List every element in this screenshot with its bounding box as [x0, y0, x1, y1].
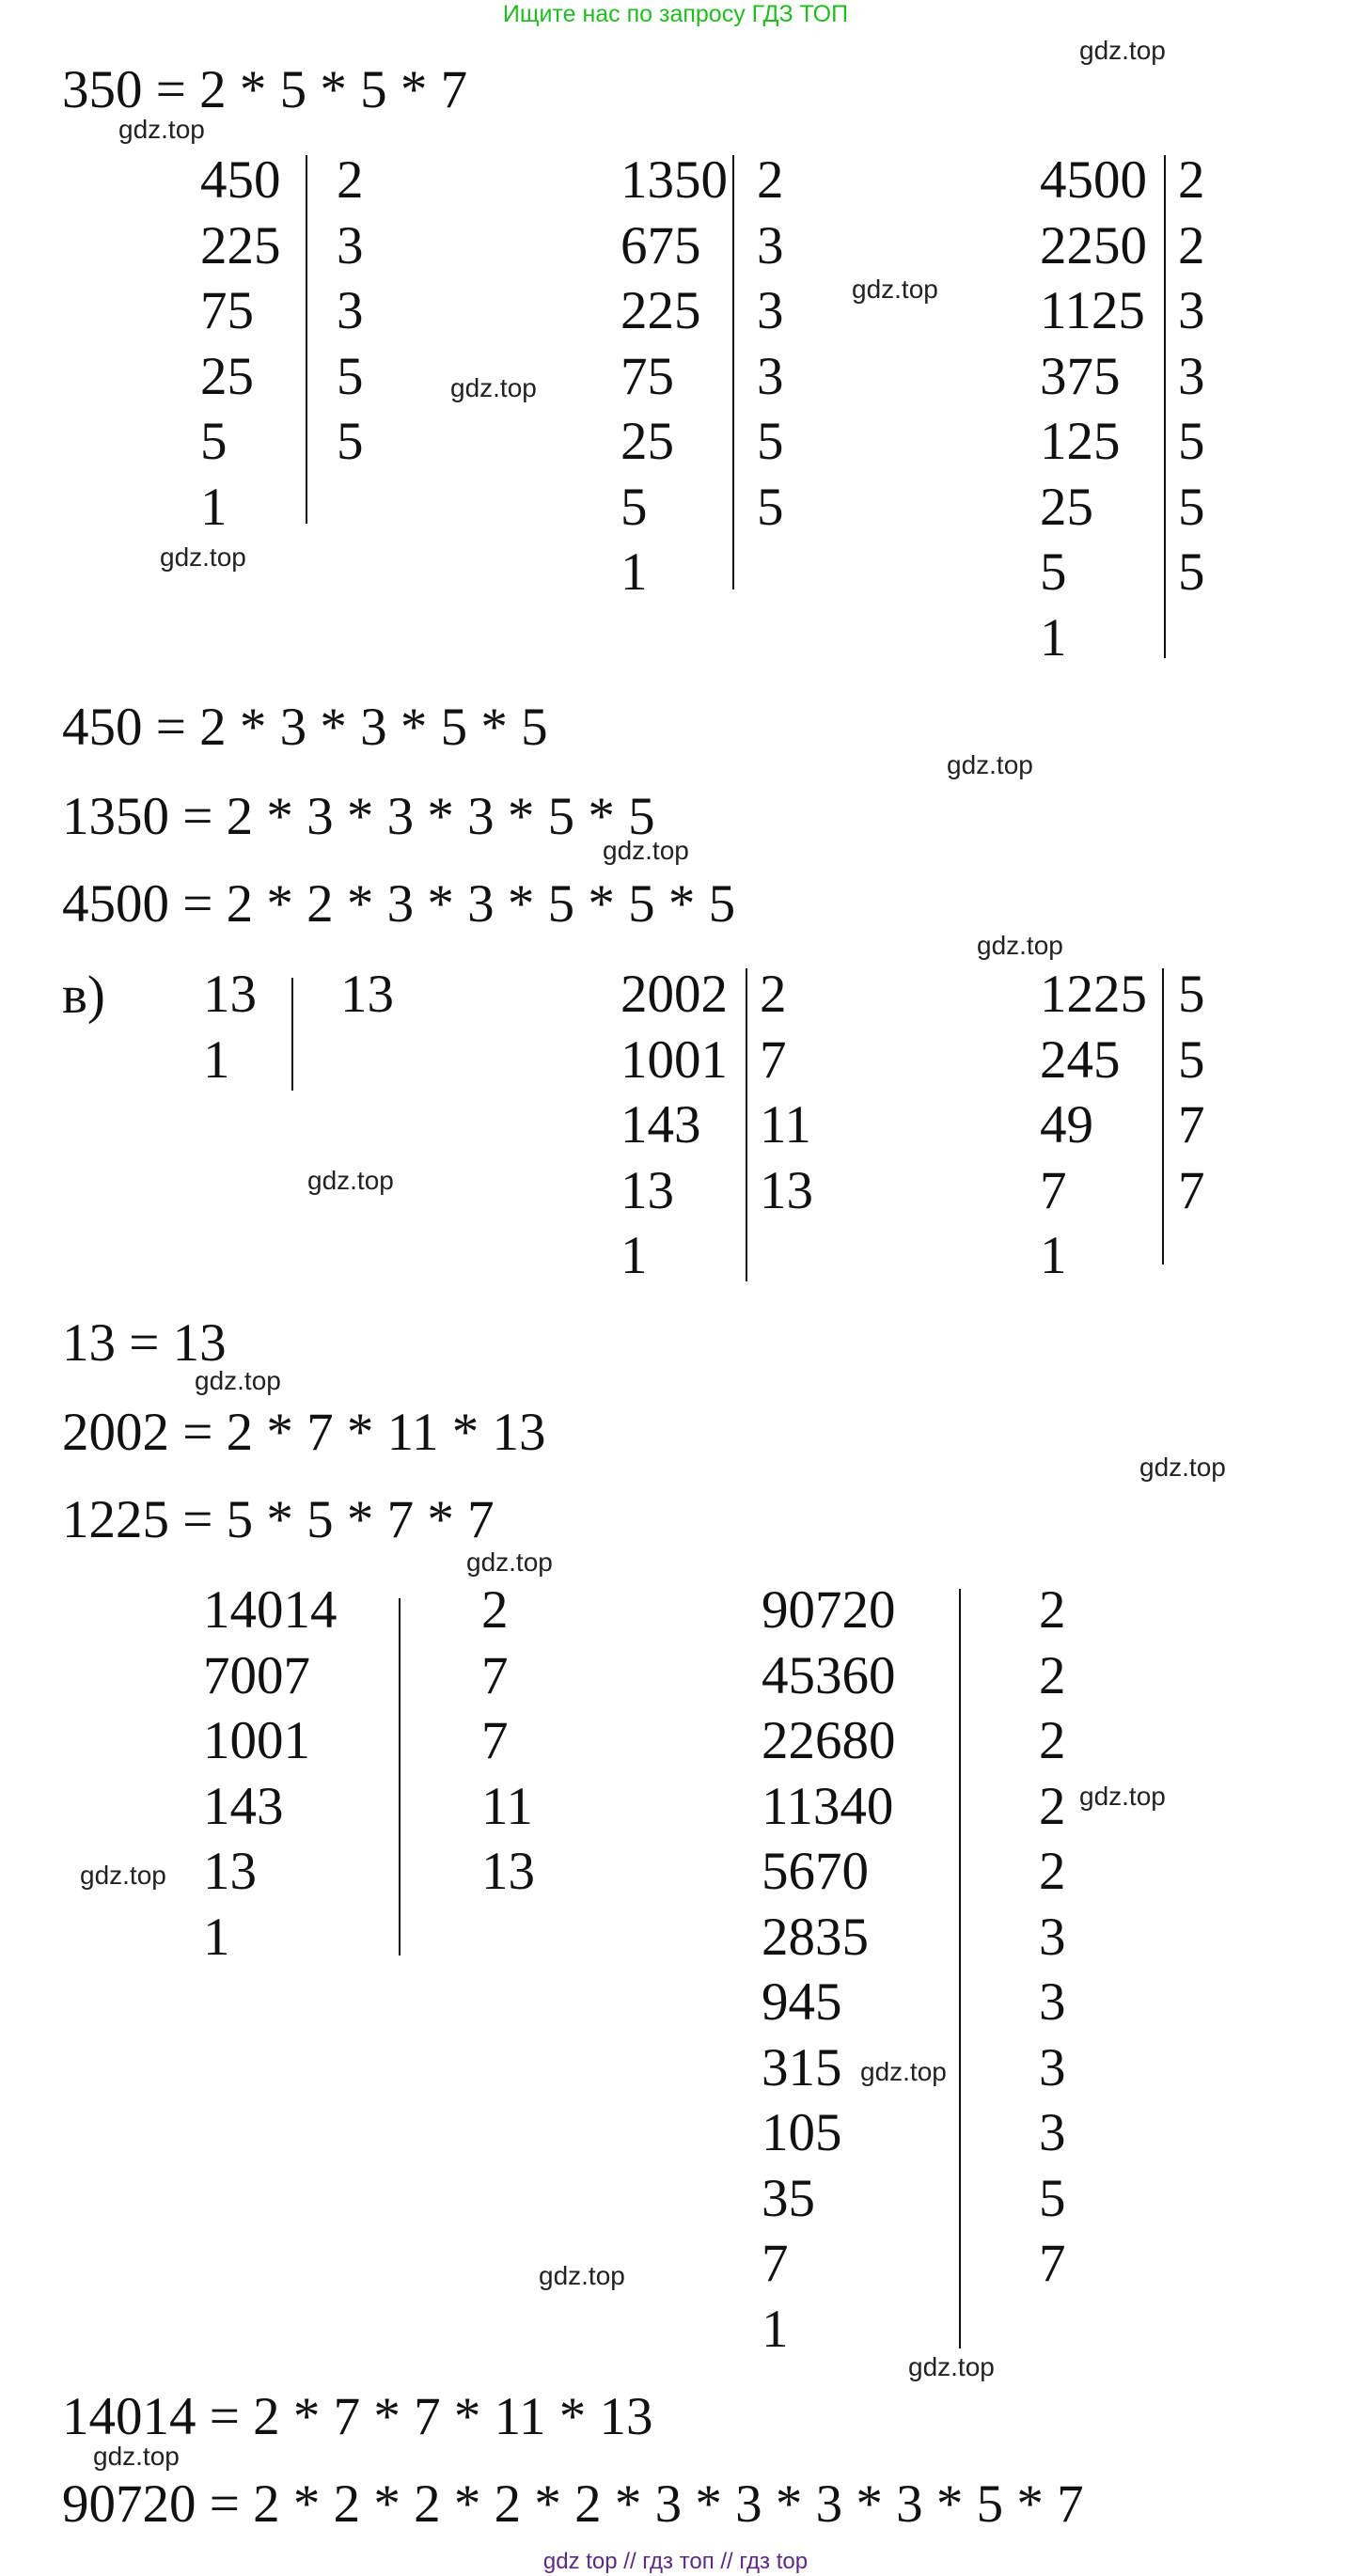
prime-factor: 3: [1178, 346, 1205, 406]
prime-factor: 2: [1178, 215, 1205, 275]
table-14014-numbers: [203, 1578, 338, 1970]
equation-1225: 1225 = 5 * 5 * 7 * 7: [62, 1490, 495, 1549]
quotient-value: 2002: [621, 965, 728, 1024]
prime-factor: 5: [757, 412, 784, 471]
quotient-value: 25: [621, 412, 674, 471]
prime-factor: 3: [337, 281, 364, 340]
table-450-divider: [306, 155, 307, 524]
quotient-value: 7007: [203, 1645, 310, 1705]
table-1225-numbers: [1040, 962, 1147, 1289]
prime-factor: 7: [760, 1029, 787, 1090]
prime-factor: 7: [1178, 1160, 1205, 1220]
prime-factor: 2: [1039, 1711, 1066, 1770]
prime-factor: 7: [1039, 2234, 1066, 2293]
quotient-value: 5: [621, 477, 648, 537]
quotient-value: 375: [1040, 346, 1121, 406]
prime-factor: 3: [1039, 1907, 1066, 1967]
table-1350-divider: [732, 155, 734, 589]
equation-450: 450 = 2 * 3 * 3 * 5 * 5: [62, 698, 548, 757]
watermark: gdz.top: [1079, 36, 1166, 65]
equation-90720: 90720 = 2 * 2 * 2 * 2 * 2 * 3 * 3 * 3 * 3 * 5 * 7: [62, 2474, 1084, 2534]
prime-factor: 11: [481, 1776, 533, 1836]
quotient-value: 1: [203, 1029, 230, 1090]
watermark: gdz.top: [852, 275, 938, 304]
quotient-value: 13: [621, 1160, 674, 1220]
table-450-numbers: [200, 148, 281, 540]
quotient-value: 315: [762, 2037, 842, 2097]
quotient-value: 13: [203, 965, 257, 1024]
quotient-value: 125: [1040, 412, 1121, 471]
prime-factor: 2: [760, 965, 787, 1024]
prime-factor: 3: [1039, 2037, 1066, 2097]
quotient-value: 2250: [1040, 215, 1147, 275]
table-90720-numbers: [762, 1578, 896, 2362]
prime-factor: 2: [1178, 150, 1205, 210]
part-label: в): [62, 966, 105, 1025]
watermark: gdz.top: [450, 373, 537, 402]
quotient-value: 1: [621, 1226, 648, 1285]
table-2002-factors: [760, 962, 813, 1223]
quotient-value: 49: [1040, 1095, 1093, 1154]
quotient-value: 25: [200, 346, 254, 406]
quotient-value: 675: [621, 215, 701, 275]
table-4500-factors: [1178, 148, 1205, 605]
table-1350-numbers: [621, 148, 728, 605]
watermark: gdz.top: [195, 1366, 281, 1395]
table-2002-divider: [746, 968, 747, 1281]
equation-2002: 2002 = 2 * 7 * 11 * 13: [62, 1403, 546, 1462]
watermark: gdz.top: [93, 2442, 180, 2471]
prime-factor: 3: [757, 281, 784, 340]
table-13-divider: [291, 978, 293, 1091]
quotient-value: 5670: [762, 1842, 869, 1901]
quotient-value: 13: [203, 1842, 257, 1901]
prime-factor: 13: [340, 965, 394, 1024]
quotient-value: 1: [1040, 1226, 1067, 1285]
prime-factor: 5: [757, 477, 784, 537]
prime-factor: 11: [760, 1095, 811, 1154]
search-promo-text: Ищите нас по запросу ГДЗ ТОП: [502, 1, 849, 27]
quotient-value: 5: [200, 412, 228, 471]
quotient-value: 1001: [621, 1029, 728, 1090]
quotient-value: 1: [203, 1907, 230, 1967]
quotient-value: 1225: [1040, 965, 1147, 1024]
table-450-factors: [337, 148, 364, 475]
prime-factor: 3: [1178, 281, 1205, 340]
prime-factor: 2: [1039, 1776, 1066, 1836]
watermark: gdz.top: [977, 931, 1063, 960]
quotient-value: 22680: [762, 1711, 896, 1770]
prime-factor: 5: [1178, 965, 1205, 1024]
prime-factor: 2: [337, 150, 364, 210]
prime-factor: 3: [1039, 2103, 1066, 2162]
prime-factor: 2: [1039, 1580, 1066, 1640]
table-4500-divider: [1164, 155, 1166, 658]
watermark: gdz.top: [947, 750, 1033, 779]
prime-factor: 5: [1178, 542, 1205, 602]
prime-factor: 5: [337, 346, 364, 406]
equation-350: 350 = 2 * 5 * 5 * 7: [62, 60, 468, 119]
quotient-value: 1: [1040, 607, 1067, 668]
quotient-value: 4500: [1040, 150, 1147, 210]
prime-factor: 3: [757, 346, 784, 406]
watermark: gdz.top: [307, 1166, 394, 1195]
table-4500-numbers: [1040, 148, 1147, 670]
table-14014-factors: [481, 1578, 535, 1905]
quotient-value: 225: [621, 281, 701, 340]
watermark: gdz.top: [908, 2352, 995, 2381]
quotient-value: 25: [1040, 477, 1093, 537]
quotient-value: 7: [1040, 1160, 1067, 1220]
quotient-value: 2835: [762, 1907, 869, 1967]
prime-factor: 7: [481, 1711, 509, 1770]
table-1350-factors: [757, 148, 784, 540]
quotient-value: 1001: [203, 1711, 310, 1770]
watermark: gdz.top: [118, 115, 205, 144]
quotient-value: 75: [621, 346, 674, 406]
table-2002-numbers: [621, 962, 728, 1289]
quotient-value: 1: [200, 477, 228, 537]
quotient-value: 5: [1040, 542, 1067, 602]
watermark: gdz.top: [603, 836, 689, 865]
quotient-value: 450: [200, 150, 281, 210]
prime-factor: 3: [1039, 1972, 1066, 2032]
equation-4500: 4500 = 2 * 2 * 3 * 3 * 5 * 5 * 5: [62, 874, 736, 934]
quotient-value: 7: [762, 2234, 789, 2293]
quotient-value: 90720: [762, 1580, 896, 1640]
quotient-value: 45360: [762, 1645, 896, 1705]
watermark: gdz.top: [466, 1547, 553, 1577]
prime-factor: 7: [1178, 1095, 1205, 1154]
quotient-value: 1: [621, 542, 648, 602]
prime-factor: 3: [757, 215, 784, 275]
watermark: gdz.top: [860, 2057, 947, 2086]
prime-factor: 5: [1178, 412, 1205, 471]
watermark: gdz.top: [1139, 1453, 1226, 1482]
prime-factor: 5: [1039, 2168, 1066, 2228]
equation-13: 13 = 13: [62, 1313, 227, 1373]
quotient-value: 143: [621, 1095, 701, 1154]
prime-factor: 13: [760, 1160, 813, 1220]
table-13-factors: [340, 962, 394, 1028]
prime-factor: 2: [757, 150, 784, 210]
quotient-value: 245: [1040, 1029, 1121, 1090]
watermark: gdz.top: [1079, 1782, 1166, 1811]
watermark: gdz.top: [160, 542, 246, 572]
quotient-value: 143: [203, 1776, 284, 1836]
table-14014-divider: [399, 1598, 401, 1956]
table-1225-factors: [1178, 962, 1205, 1223]
quotient-value: 225: [200, 215, 281, 275]
quotient-value: 35: [762, 2168, 815, 2228]
quotient-value: 11340: [762, 1776, 894, 1836]
prime-factor: 5: [1178, 1029, 1205, 1090]
watermark: gdz.top: [539, 2261, 625, 2290]
prime-factor: 5: [1178, 477, 1205, 537]
table-13-numbers: [203, 962, 257, 1092]
quotient-value: 14014: [203, 1580, 338, 1640]
footer-links[interactable]: gdz top // гдз топ // гдз top: [542, 2549, 809, 2574]
prime-factor: 3: [337, 215, 364, 275]
table-90720-divider: [959, 1589, 961, 2348]
watermark: gdz.top: [80, 1861, 166, 1890]
quotient-value: 105: [762, 2103, 842, 2162]
prime-factor: 5: [337, 412, 364, 471]
prime-factor: 2: [1039, 1842, 1066, 1901]
prime-factor: 7: [481, 1645, 509, 1705]
quotient-value: 75: [200, 281, 254, 340]
quotient-value: 1125: [1040, 281, 1145, 340]
equation-1350: 1350 = 2 * 3 * 3 * 3 * 5 * 5: [62, 787, 655, 846]
quotient-value: 1: [762, 2299, 789, 2359]
quotient-value: 945: [762, 1972, 842, 2032]
table-90720-factors: [1039, 1578, 1066, 2297]
prime-factor: 13: [481, 1842, 535, 1901]
prime-factor: 2: [481, 1580, 509, 1640]
table-1225-divider: [1162, 968, 1164, 1264]
quotient-value: 1350: [621, 150, 728, 210]
prime-factor: 2: [1039, 1645, 1066, 1705]
equation-14014: 14014 = 2 * 7 * 7 * 11 * 13: [62, 2387, 653, 2446]
